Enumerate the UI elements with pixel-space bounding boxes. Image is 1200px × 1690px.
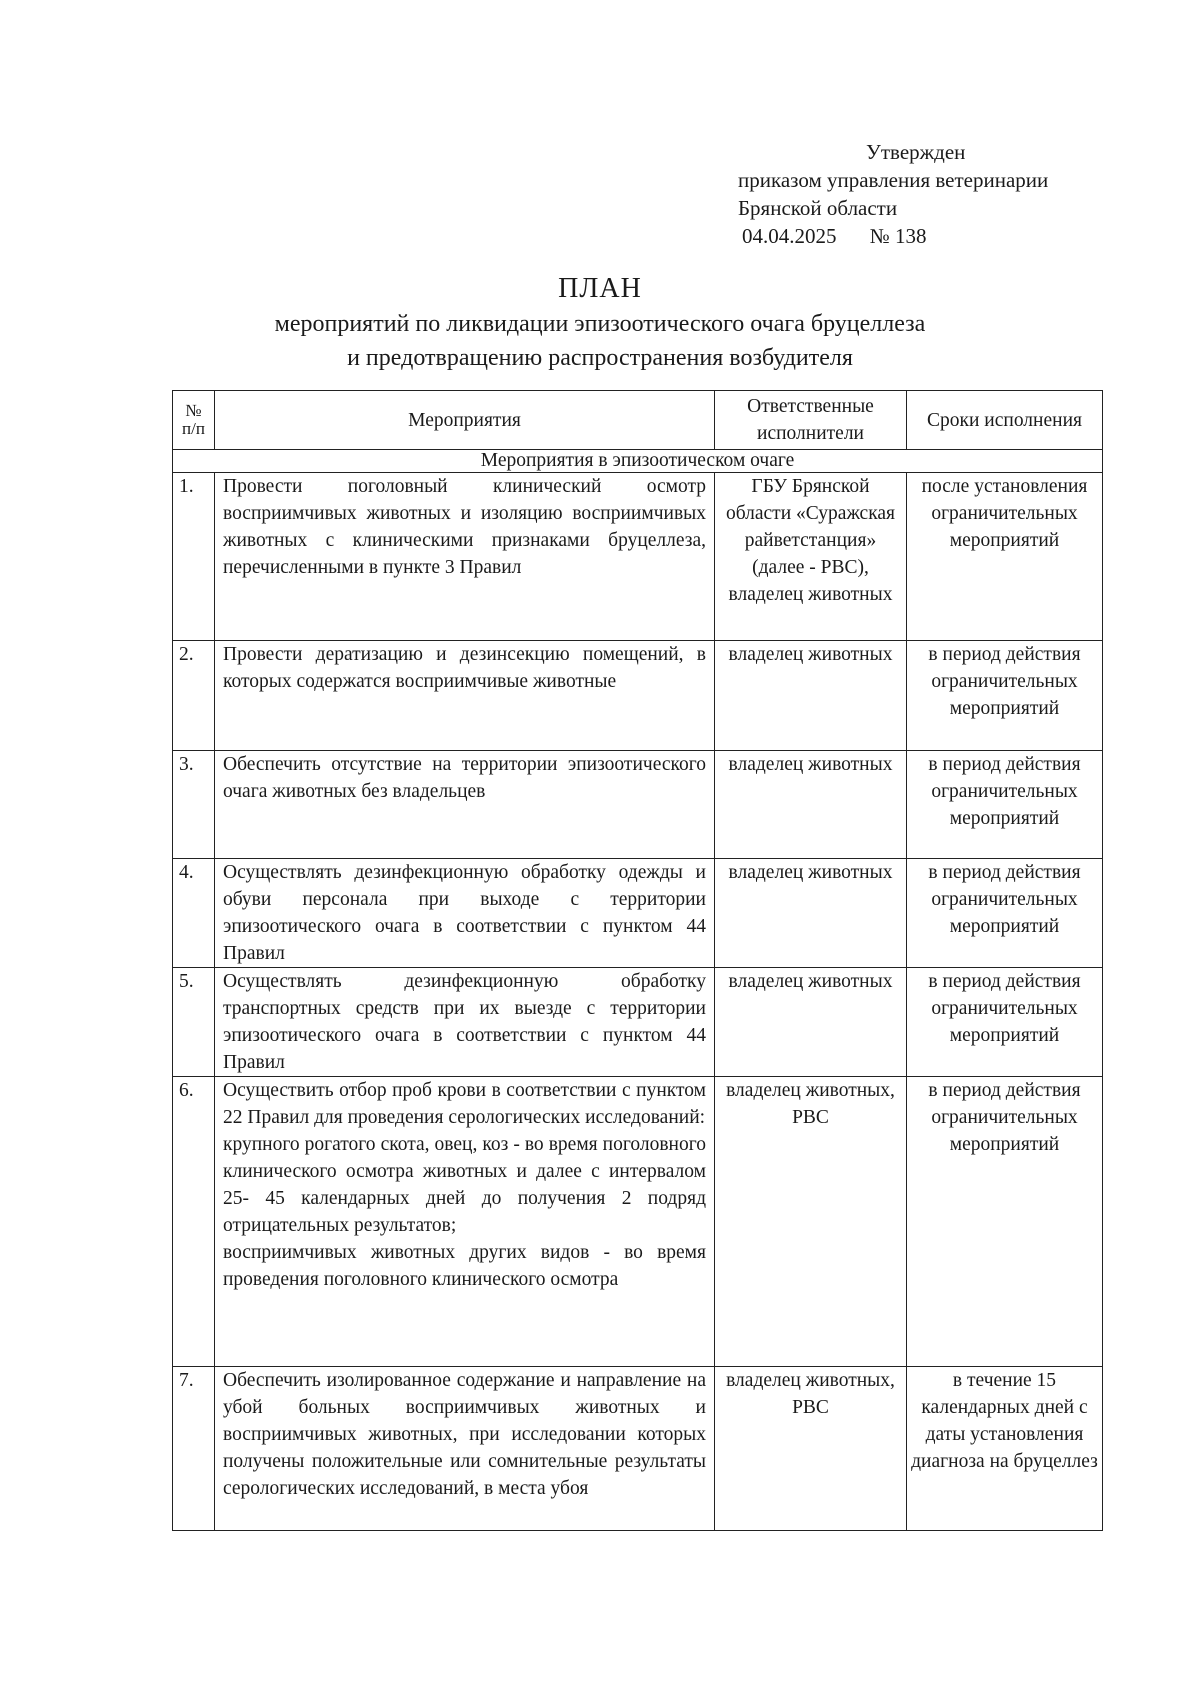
table-row [173,859,1103,968]
row-activity: Провести дератизацию и дезинсекцию помещений, в которых содержатся восприимчивые животные [215,641,715,751]
row-activity-part2: крупного рогатого скота, овец, коз - во время поголовного клинического осмотра животных и далее с интервалом 25- 45 календарных дней до получения 2 подряд отрицательных результатов; [223,1134,706,1236]
row-responsible: ГБУ Брянской области «Суражская райветстанция» (далее - РВС), владелец животных [715,473,907,641]
row-activity-part1: Осуществить отбор проб крови в соответствии с пунктом 22 Правил для проведения серологических исследований: [223,1080,706,1128]
header-term: Сроки исполнения [907,391,1103,450]
approval-stamp [738,138,1048,250]
table-row [173,968,1103,1077]
row-term: в период действия ограничительных мероприятий [907,751,1103,859]
row-term: в период действия ограничительных мероприятий [907,641,1103,751]
table-header-row [173,391,1103,450]
table-row [173,1367,1103,1531]
document-title [0,272,1200,374]
row-num: 3. [173,751,215,859]
header-responsible: Ответственные исполнители [715,391,907,450]
plan-table [172,390,1103,1531]
title-sub2: и предотвращению распространения возбудителя [347,345,853,371]
approval-date: 04.04.2025 [742,224,837,248]
row-responsible: владелец животных [715,859,907,968]
title-sub1: мероприятий по ликвидации эпизоотического очага бруцеллеза [274,311,926,337]
row-responsible: владелец животных, РВС [715,1367,907,1531]
row-num: 6. [173,1077,215,1367]
row-num: 7. [173,1367,215,1531]
row-responsible: владелец животных, РВС [715,1077,907,1367]
row-term: в период действия ограничительных мероприятий [907,859,1103,968]
row-responsible: владелец животных [715,751,907,859]
table-row [173,473,1103,641]
row-num: 2. [173,641,215,751]
approval-line2: приказом управления ветеринарии [738,168,1049,192]
header-num: № п/п [173,391,215,450]
table-row [173,641,1103,751]
row-activity: Обеспечить отсутствие на территории эпизоотического очага животных без владельцев [215,751,715,859]
row-activity [215,1077,715,1367]
approval-date-number [738,222,1048,250]
section-title: Мероприятия в эпизоотическом очаге [173,450,1103,473]
row-num: 4. [173,859,215,968]
section-row [173,450,1103,473]
approval-line1: Утвержден [866,140,966,164]
row-activity: Осуществлять дезинфекционную обработку транспортных средств при их выезде с территории эпизоотического очага в соответствии с пунктом 44 Правил [215,968,715,1077]
table-row [173,1077,1103,1367]
row-activity: Провести поголовный клинический осмотр восприимчивых животных и изоляцию восприимчивых животных с клиническими признаками бруцеллеза, перечисленными в пункте 3 Правил [215,473,715,641]
row-activity: Обеспечить изолированное содержание и направление на убой больных восприимчивых животных и восприимчивых животных, при исследовании которых получены положительные или сомнительные результаты серологических исследований, в места убоя [215,1367,715,1531]
row-responsible: владелец животных [715,968,907,1077]
header-activity: Мероприятия [215,391,715,450]
row-term: в период действия ограничительных мероприятий [907,968,1103,1077]
approval-line3: Брянской области [738,196,898,220]
row-activity-part3: восприимчивых животных других видов - во время проведения поголовного клинического осмотра [223,1242,706,1290]
row-activity: Осуществлять дезинфекционную обработку одежды и обуви персонала при выходе с территории эпизоотического очага в соответствии с пунктом 44 Правил [215,859,715,968]
row-term: после установления ограничительных мероприятий [907,473,1103,641]
row-responsible: владелец животных [715,641,907,751]
approval-number: № 138 [869,224,927,248]
row-term: в течение 15 календарных дней с даты установления диагноза на бруцеллез [907,1367,1103,1531]
title-main: ПЛАН [558,273,642,304]
row-term: в период действия ограничительных мероприятий [907,1077,1103,1367]
row-num: 5. [173,968,215,1077]
table-row [173,751,1103,859]
row-num: 1. [173,473,215,641]
